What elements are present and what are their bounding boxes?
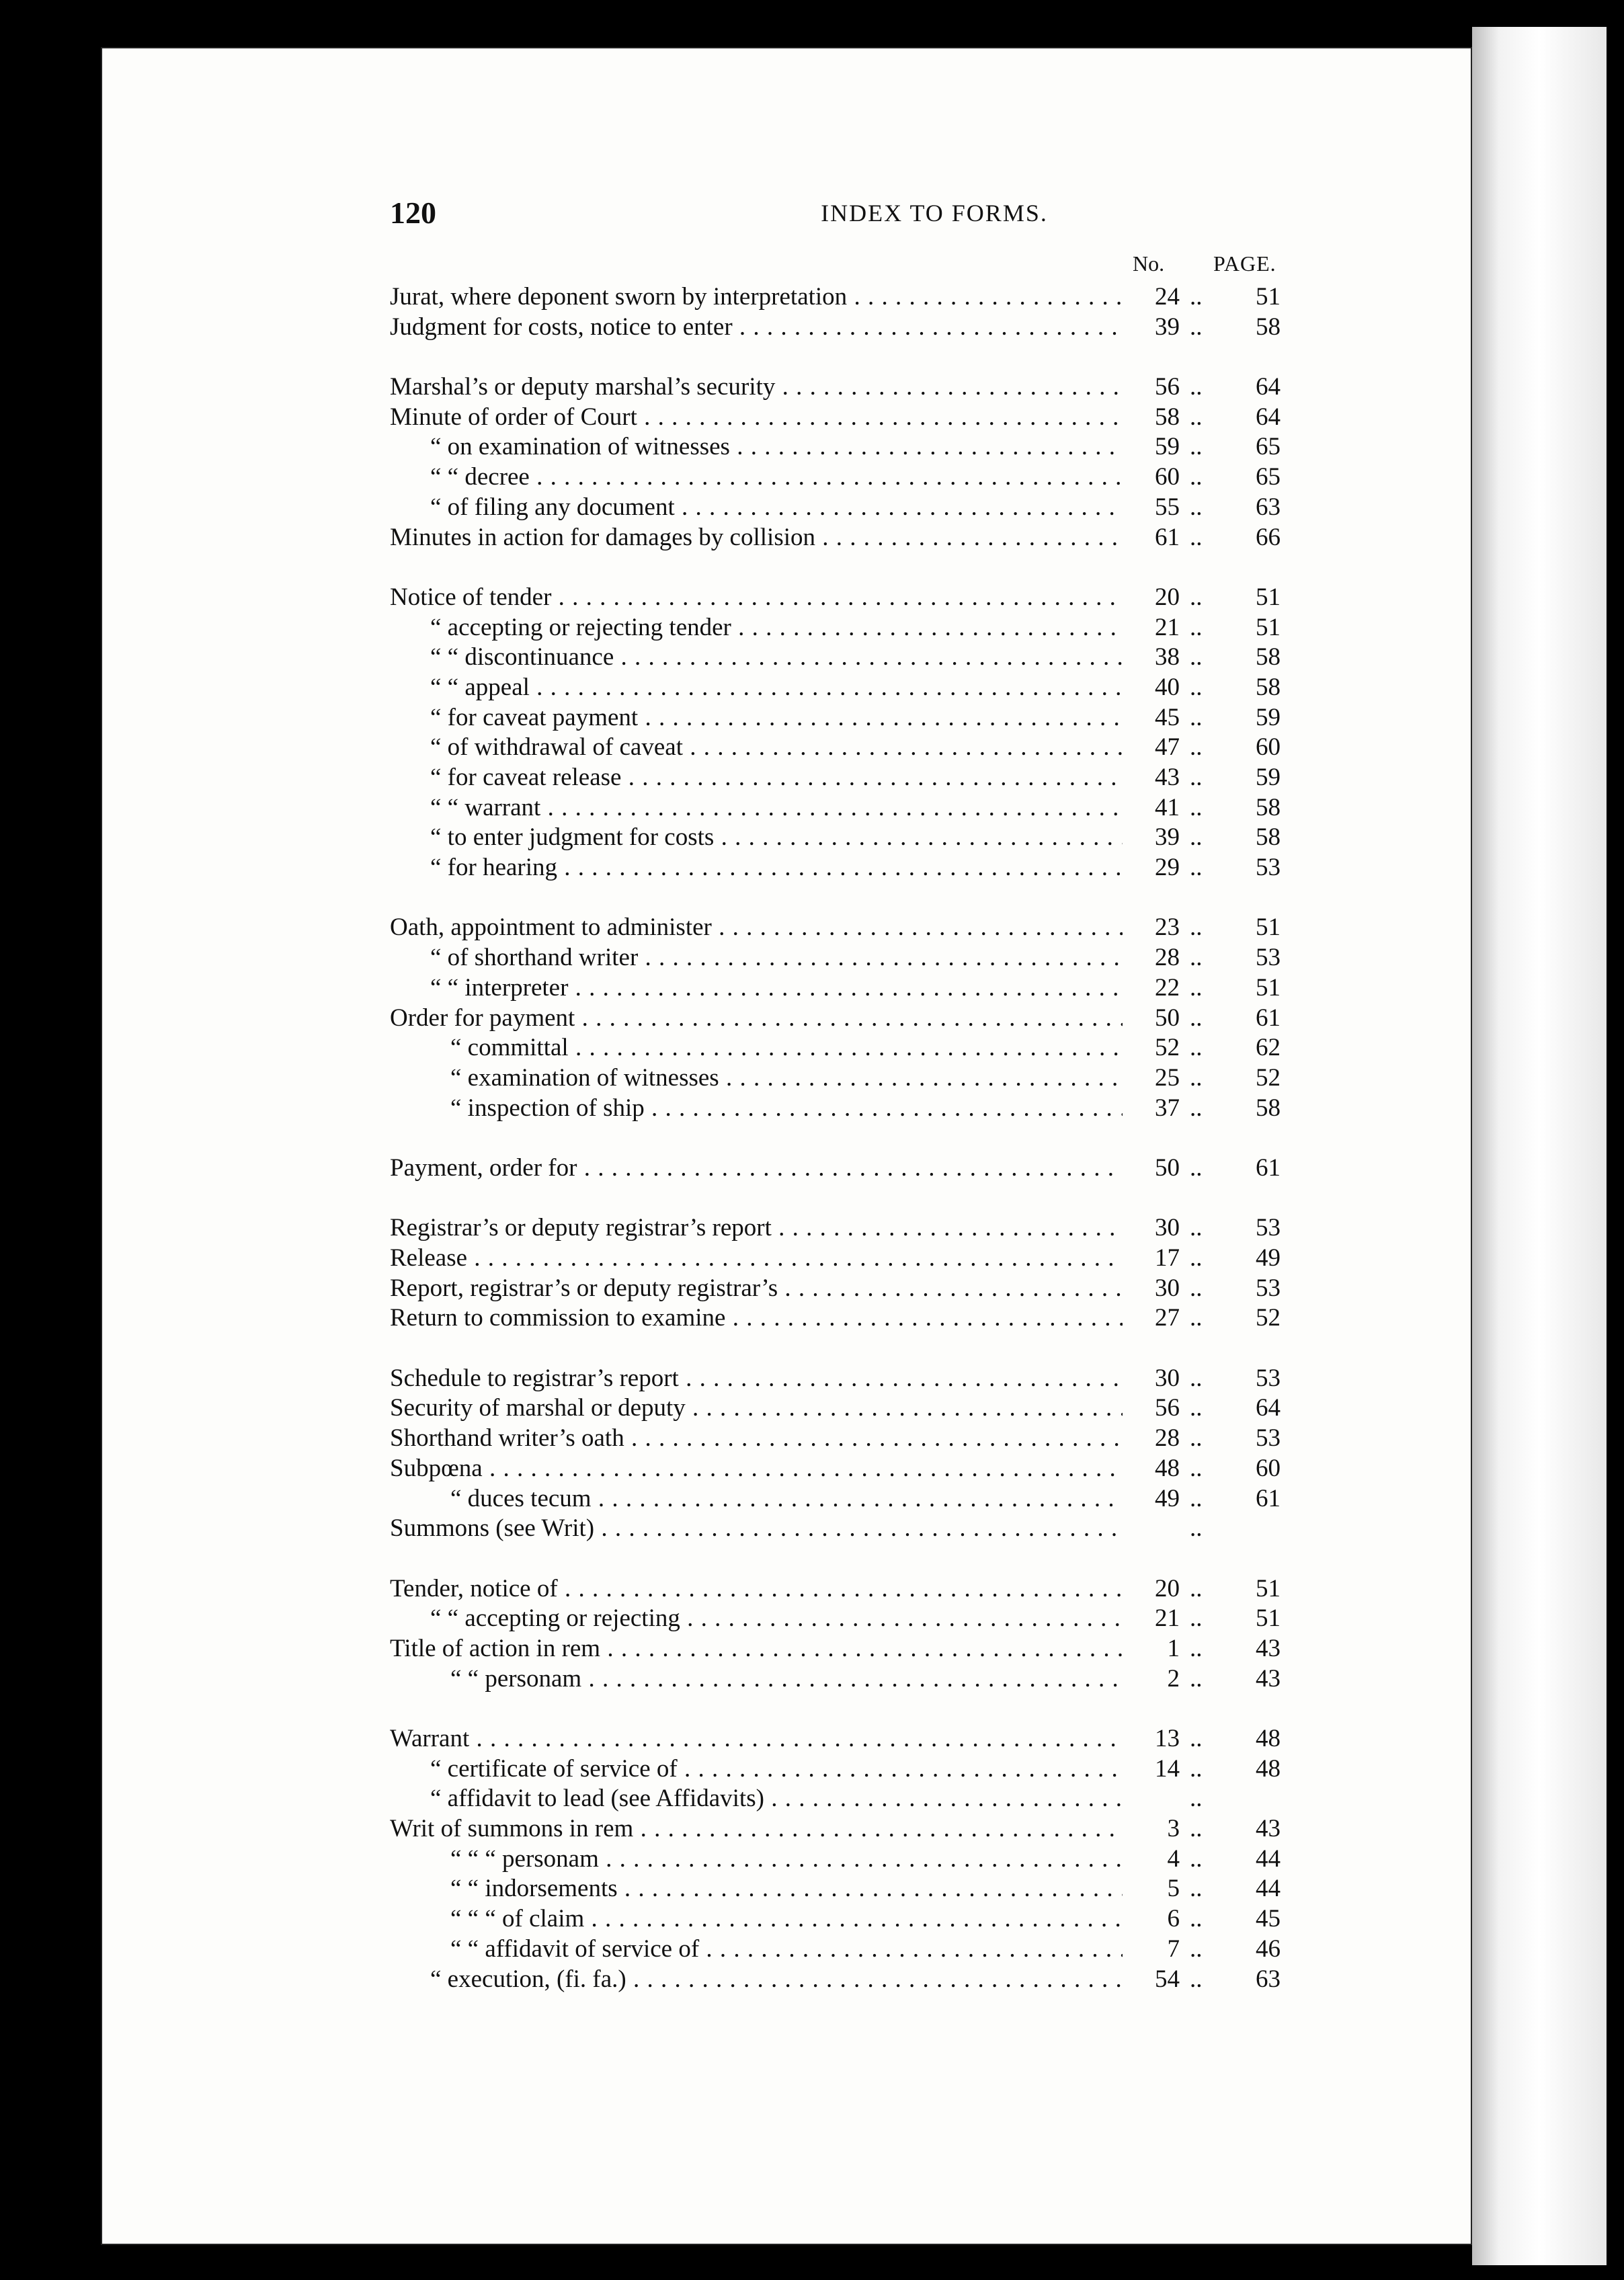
- entry-title: “ “ warrant . . .: [390, 793, 1123, 823]
- entry-page-number: 43: [1256, 1634, 1281, 1662]
- index-entry: [390, 1634, 1291, 1664]
- index-entry: [390, 1424, 1291, 1454]
- entry-page-number: 63: [1256, 1965, 1281, 1993]
- index-entry: [390, 853, 1291, 883]
- index-entry: [390, 1213, 1291, 1244]
- entry-page-number: 64: [1256, 373, 1281, 401]
- entry-page-number: 51: [1256, 1604, 1281, 1633]
- entry-title: Tender, notice of . . .: [390, 1574, 1123, 1604]
- entry-leader-dots: ..: [1190, 854, 1203, 882]
- entry-leader-dots: ..: [1190, 403, 1203, 431]
- index-entry: [390, 973, 1291, 1004]
- index-entry: [390, 1604, 1291, 1634]
- entry-form-number: 13: [1155, 1725, 1180, 1752]
- entry-form-number: 39: [1155, 313, 1180, 341]
- entry-title: “ inspection of ship . . .: [390, 1094, 1123, 1124]
- entry-leader-dots: ..: [1190, 1004, 1203, 1032]
- entry-form-number: 28: [1155, 1424, 1180, 1453]
- entry-title: “ of withdrawal of caveat . . .: [390, 733, 1123, 763]
- entry-title: “ “ discontinuance . . .: [390, 643, 1123, 673]
- entry-page-number: 58: [1256, 313, 1281, 341]
- entry-title: Jurat, where deponent sworn by interpretation . . .: [390, 282, 1123, 313]
- page-header: [390, 195, 1479, 235]
- entry-form-number: 55: [1155, 493, 1180, 521]
- index-entry: [390, 493, 1291, 523]
- entry-title: “ “ decree . . .: [390, 462, 1123, 493]
- entry-form-number: 39: [1155, 823, 1180, 852]
- entry-leader-dots: ..: [1190, 283, 1203, 311]
- index-entry: [390, 943, 1291, 973]
- entry-leader-dots: ..: [1190, 1514, 1203, 1543]
- index-entry: [390, 282, 1291, 313]
- entry-leader-dots: ..: [1190, 764, 1203, 791]
- entry-leader-dots: ..: [1190, 1935, 1203, 1963]
- entry-page-number: 65: [1256, 433, 1281, 461]
- entry-form-number: 17: [1155, 1244, 1180, 1272]
- entry-form-number: 21: [1155, 1604, 1180, 1633]
- index-entry: [390, 613, 1291, 643]
- group-spacer: [390, 553, 1291, 583]
- entry-title: “ “ interpreter . . .: [390, 973, 1123, 1004]
- entry-title: Minute of order of Court . . .: [390, 403, 1123, 433]
- index-entry: [390, 1364, 1291, 1394]
- index-entry: [390, 1664, 1291, 1695]
- index-entry: [390, 1094, 1291, 1124]
- index-entry: [390, 703, 1291, 733]
- entry-form-number: 4: [1167, 1844, 1180, 1873]
- entry-title: “ on examination of witnesses . . .: [390, 432, 1123, 462]
- entry-title: “ “ appeal . . .: [390, 673, 1123, 703]
- entry-title: Schedule to registrar’s report . . .: [390, 1364, 1123, 1394]
- index-entry: [390, 1965, 1291, 1995]
- entry-page-number: 53: [1256, 854, 1281, 882]
- entry-title: “ of filing any document . . .: [390, 493, 1123, 523]
- entry-leader-dots: ..: [1190, 1664, 1203, 1693]
- entry-form-number: 37: [1155, 1094, 1180, 1122]
- entry-title: “ “ personam . . .: [390, 1664, 1123, 1695]
- index-entry: [390, 1844, 1291, 1875]
- entry-form-number: 58: [1155, 403, 1180, 431]
- index-entry: [390, 1303, 1291, 1334]
- entry-form-number: 2: [1167, 1664, 1180, 1693]
- entry-page-number: 60: [1256, 1454, 1281, 1482]
- index-entry: [390, 1935, 1291, 1965]
- entry-page-number: 63: [1256, 493, 1281, 521]
- entry-title: Payment, order for . . .: [390, 1153, 1123, 1184]
- index-entry: [390, 432, 1291, 462]
- entry-leader-dots: ..: [1190, 1094, 1203, 1122]
- entry-leader-dots: ..: [1190, 1394, 1203, 1422]
- index-entry: [390, 1033, 1291, 1063]
- entry-page-number: 59: [1256, 703, 1281, 731]
- entry-form-number: 50: [1155, 1004, 1180, 1032]
- index-entry: [390, 1274, 1291, 1304]
- group-spacer: [390, 1544, 1291, 1574]
- entry-leader-dots: ..: [1190, 1785, 1203, 1813]
- entry-leader-dots: ..: [1190, 1574, 1203, 1602]
- entry-leader-dots: ..: [1190, 1364, 1203, 1392]
- entry-title: Title of action in rem . . .: [390, 1634, 1123, 1664]
- entry-form-number: 27: [1155, 1304, 1180, 1332]
- entry-leader-dots: ..: [1190, 463, 1203, 491]
- index-entry: [390, 1574, 1291, 1604]
- entry-title: Report, registrar’s or deputy registrar’s . . .: [390, 1274, 1123, 1304]
- index-entry: [390, 1004, 1291, 1034]
- entry-form-number: 20: [1155, 1574, 1180, 1602]
- entry-title: Security of marshal or deputy . . .: [390, 1393, 1123, 1424]
- entry-form-number: 30: [1155, 1274, 1180, 1302]
- entry-leader-dots: ..: [1190, 583, 1203, 611]
- entry-title: Judgment for costs, notice to enter . . .: [390, 313, 1123, 343]
- index-entry: [390, 673, 1291, 703]
- entry-form-number: 48: [1155, 1454, 1180, 1482]
- entry-leader-dots: ..: [1190, 523, 1203, 551]
- entry-leader-dots: ..: [1190, 1754, 1203, 1783]
- entry-form-number: 49: [1155, 1484, 1180, 1512]
- entry-leader-dots: ..: [1190, 313, 1203, 341]
- entry-page-number: 58: [1256, 793, 1281, 821]
- column-header-page: PAGE.: [1213, 251, 1276, 276]
- entry-page-number: 58: [1256, 823, 1281, 852]
- entry-page-number: 52: [1256, 1063, 1281, 1092]
- entry-leader-dots: ..: [1190, 1815, 1203, 1843]
- entry-title: “ “ accepting or rejecting . . .: [390, 1604, 1123, 1634]
- entry-page-number: 53: [1256, 1274, 1281, 1302]
- entry-form-number: 47: [1155, 733, 1180, 762]
- entry-form-number: 6: [1167, 1905, 1180, 1933]
- index-entry: [390, 1153, 1291, 1184]
- entry-page-number: 64: [1256, 1394, 1281, 1422]
- entry-form-number: 22: [1155, 973, 1180, 1002]
- entry-form-number: 29: [1155, 854, 1180, 882]
- index-entry: [390, 1874, 1291, 1904]
- entry-title: Summons (see Writ) . . .: [390, 1514, 1123, 1544]
- entry-form-number: 1: [1167, 1634, 1180, 1662]
- entry-title: “ “ “ personam . . .: [390, 1844, 1123, 1875]
- entry-title: Registrar’s or deputy registrar’s report . . .: [390, 1213, 1123, 1244]
- index-entry: [390, 403, 1291, 433]
- entry-leader-dots: ..: [1190, 1604, 1203, 1633]
- entry-page-number: 48: [1256, 1725, 1281, 1752]
- page-number: 120: [390, 196, 436, 230]
- entry-leader-dots: ..: [1190, 1153, 1203, 1182]
- index-entry: [390, 1484, 1291, 1514]
- entry-form-number: 40: [1155, 673, 1180, 701]
- entry-form-number: 7: [1167, 1935, 1180, 1963]
- entry-page-number: 43: [1256, 1664, 1281, 1693]
- adjacent-page-edge: [1472, 27, 1607, 2265]
- index-entry: [390, 372, 1291, 403]
- entry-title: “ “ “ of claim . . .: [390, 1904, 1123, 1935]
- index-entry: [390, 823, 1291, 853]
- entry-page-number: 61: [1256, 1484, 1281, 1512]
- entry-title: “ examination of witnesses . . .: [390, 1063, 1123, 1094]
- entry-form-number: 60: [1155, 463, 1180, 491]
- index-entry: [390, 1514, 1291, 1544]
- entry-leader-dots: ..: [1190, 1454, 1203, 1482]
- entry-leader-dots: ..: [1190, 1844, 1203, 1873]
- entry-title: Marshal’s or deputy marshal’s security . . .: [390, 372, 1123, 403]
- entry-page-number: 44: [1256, 1844, 1281, 1873]
- entry-page-number: 60: [1256, 733, 1281, 762]
- group-spacer: [390, 1694, 1291, 1724]
- entry-form-number: 3: [1167, 1815, 1180, 1843]
- group-spacer: [390, 883, 1291, 913]
- entry-form-number: 54: [1155, 1965, 1180, 1993]
- entry-page-number: 61: [1256, 1153, 1281, 1182]
- entry-page-number: 51: [1256, 283, 1281, 311]
- entry-leader-dots: ..: [1190, 1214, 1203, 1242]
- entry-leader-dots: ..: [1190, 703, 1203, 731]
- index-entry: [390, 1454, 1291, 1484]
- entry-title: “ for caveat release . . .: [390, 763, 1123, 793]
- entry-leader-dots: ..: [1190, 433, 1203, 461]
- entry-form-number: 5: [1167, 1875, 1180, 1903]
- entry-leader-dots: ..: [1190, 493, 1203, 521]
- entry-page-number: 61: [1256, 1004, 1281, 1032]
- entry-form-number: 20: [1155, 583, 1180, 611]
- index-entry: [390, 913, 1291, 943]
- entry-title: “ of shorthand writer . . .: [390, 943, 1123, 973]
- entry-page-number: 53: [1256, 1214, 1281, 1242]
- entry-leader-dots: ..: [1190, 1965, 1203, 1993]
- entry-leader-dots: ..: [1190, 1875, 1203, 1903]
- group-spacer: [390, 342, 1291, 372]
- index-entry: [390, 763, 1291, 793]
- entry-leader-dots: ..: [1190, 1484, 1203, 1512]
- entry-title: Minutes in action for damages by collision . . .: [390, 523, 1123, 553]
- entry-page-number: 51: [1256, 913, 1281, 942]
- entry-title: Shorthand writer’s oath . . .: [390, 1424, 1123, 1454]
- entry-page-number: 59: [1256, 764, 1281, 791]
- entry-form-number: 56: [1155, 1394, 1180, 1422]
- index-entry: [390, 1063, 1291, 1094]
- entry-leader-dots: ..: [1190, 1634, 1203, 1662]
- entry-form-number: 14: [1155, 1754, 1180, 1783]
- entry-title: “ execution, (fi. fa.) . . .: [390, 1965, 1123, 1995]
- entry-title: Return to commission to examine . . .: [390, 1303, 1123, 1334]
- entry-page-number: 51: [1256, 613, 1281, 641]
- entry-leader-dots: ..: [1190, 613, 1203, 641]
- entry-form-number: 50: [1155, 1153, 1180, 1182]
- running-title: INDEX TO FORMS.: [821, 200, 1048, 227]
- entry-form-number: 30: [1155, 1364, 1180, 1392]
- entry-title: “ accepting or rejecting tender . . .: [390, 613, 1123, 643]
- entry-form-number: 45: [1155, 703, 1180, 731]
- entry-page-number: 43: [1256, 1815, 1281, 1843]
- entry-title: Oath, appointment to administer . . .: [390, 913, 1123, 943]
- entry-page-number: 49: [1256, 1244, 1281, 1272]
- entry-leader-dots: ..: [1190, 793, 1203, 821]
- index-entry: [390, 1724, 1291, 1754]
- entry-form-number: 23: [1155, 913, 1180, 942]
- entry-leader-dots: ..: [1190, 1063, 1203, 1092]
- entry-page-number: 53: [1256, 944, 1281, 972]
- entry-leader-dots: ..: [1190, 733, 1203, 762]
- entry-page-number: 64: [1256, 403, 1281, 431]
- index-entry: [390, 1904, 1291, 1935]
- entry-page-number: 66: [1256, 523, 1281, 551]
- index-entry: [390, 643, 1291, 673]
- entry-page-number: 58: [1256, 673, 1281, 701]
- entry-leader-dots: ..: [1190, 913, 1203, 942]
- entry-title: Writ of summons in rem . . .: [390, 1814, 1123, 1844]
- entry-title: Release . . .: [390, 1244, 1123, 1274]
- entry-title: “ for caveat payment . . .: [390, 703, 1123, 733]
- column-headers: [390, 251, 1291, 285]
- index-entry: [390, 462, 1291, 493]
- entry-form-number: 61: [1155, 523, 1180, 551]
- entry-title: “ affidavit to lead (see Affidavits) . . .: [390, 1784, 1123, 1814]
- index-entry: [390, 1393, 1291, 1424]
- group-spacer: [390, 1184, 1291, 1214]
- entry-form-number: 24: [1155, 283, 1180, 311]
- entry-page-number: 51: [1256, 1574, 1281, 1602]
- entry-leader-dots: ..: [1190, 1424, 1203, 1453]
- entry-leader-dots: ..: [1190, 944, 1203, 972]
- index-entry: [390, 583, 1291, 613]
- entry-leader-dots: ..: [1190, 673, 1203, 701]
- entry-page-number: 48: [1256, 1754, 1281, 1783]
- entry-form-number: 59: [1155, 433, 1180, 461]
- entry-title: Subpœna . . .: [390, 1454, 1123, 1484]
- entry-page-number: 53: [1256, 1364, 1281, 1392]
- entry-page-number: 58: [1256, 1094, 1281, 1122]
- entry-form-number: 56: [1155, 373, 1180, 401]
- index-entries: [390, 282, 1291, 1994]
- entry-form-number: 41: [1155, 793, 1180, 821]
- index-entry: [390, 313, 1291, 343]
- entry-page-number: 62: [1256, 1034, 1281, 1062]
- entry-page-number: 44: [1256, 1875, 1281, 1903]
- entry-form-number: 28: [1155, 944, 1180, 972]
- entry-title: “ certificate of service of . . .: [390, 1754, 1123, 1785]
- entry-page-number: 65: [1256, 463, 1281, 491]
- index-entry: [390, 1784, 1291, 1814]
- entry-page-number: 52: [1256, 1304, 1281, 1332]
- entry-leader-dots: ..: [1190, 823, 1203, 852]
- entry-leader-dots: ..: [1190, 373, 1203, 401]
- column-header-no: No.: [1133, 251, 1165, 276]
- entry-page-number: 53: [1256, 1424, 1281, 1453]
- index-entry: [390, 733, 1291, 763]
- entry-page-number: 46: [1256, 1935, 1281, 1963]
- entry-page-number: 51: [1256, 973, 1281, 1002]
- entry-leader-dots: ..: [1190, 1304, 1203, 1332]
- entry-title: “ duces tecum . . .: [390, 1484, 1123, 1514]
- entry-title: “ for hearing . . .: [390, 853, 1123, 883]
- entry-title: Warrant . . .: [390, 1724, 1123, 1754]
- index-entry: [390, 793, 1291, 823]
- entry-title: “ to enter judgment for costs . . .: [390, 823, 1123, 853]
- entry-leader-dots: ..: [1190, 1905, 1203, 1933]
- group-spacer: [390, 1123, 1291, 1153]
- index-entry: [390, 1814, 1291, 1844]
- index-entry: [390, 1754, 1291, 1785]
- entry-leader-dots: ..: [1190, 1274, 1203, 1302]
- entry-leader-dots: ..: [1190, 1725, 1203, 1752]
- entry-leader-dots: ..: [1190, 1034, 1203, 1062]
- entry-leader-dots: ..: [1190, 1244, 1203, 1272]
- entry-leader-dots: ..: [1190, 643, 1203, 671]
- entry-title: Order for payment . . .: [390, 1004, 1123, 1034]
- entry-form-number: 25: [1155, 1063, 1180, 1092]
- entry-form-number: 52: [1155, 1034, 1180, 1062]
- entry-form-number: 30: [1155, 1214, 1180, 1242]
- entry-title: “ “ indorsements . . .: [390, 1874, 1123, 1904]
- index-entry: [390, 1244, 1291, 1274]
- entry-form-number: 38: [1155, 643, 1180, 671]
- entry-page-number: 51: [1256, 583, 1281, 611]
- entry-leader-dots: ..: [1190, 973, 1203, 1002]
- entry-form-number: 43: [1155, 764, 1180, 791]
- entry-title: Notice of tender . . .: [390, 583, 1123, 613]
- index-entry: [390, 523, 1291, 553]
- entry-page-number: 45: [1256, 1905, 1281, 1933]
- group-spacer: [390, 1334, 1291, 1364]
- entry-form-number: 21: [1155, 613, 1180, 641]
- entry-page-number: 58: [1256, 643, 1281, 671]
- entry-title: “ committal . . .: [390, 1033, 1123, 1063]
- entry-title: “ “ affidavit of service of . . .: [390, 1935, 1123, 1965]
